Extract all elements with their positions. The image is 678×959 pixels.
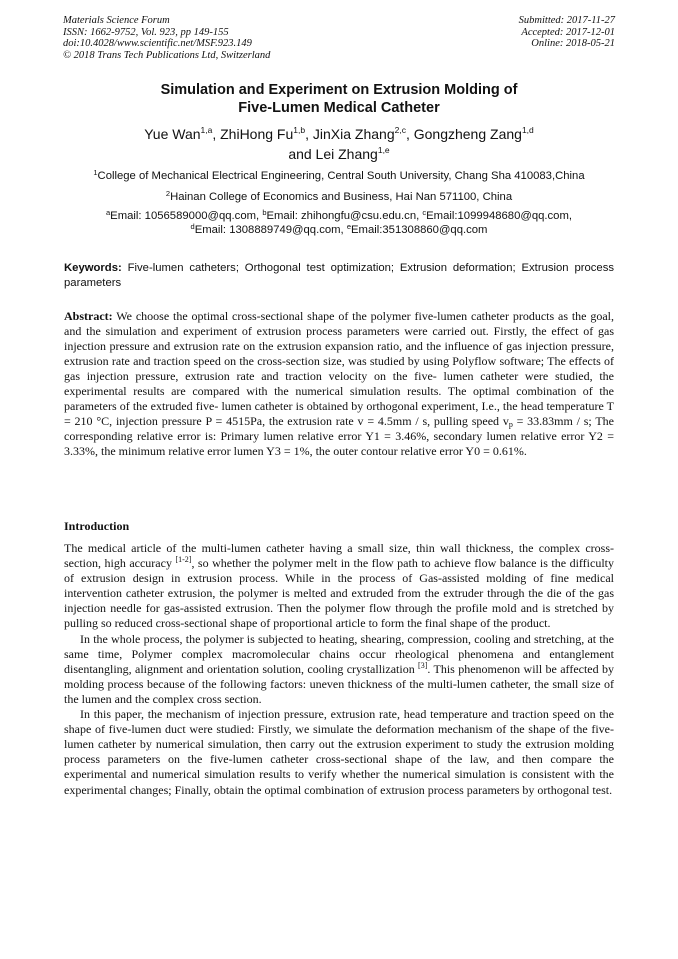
journal-doi[interactable]: doi:10.4028/www.scientific.net/MSF.923.149 [63,38,252,50]
email-mark: c [422,208,427,217]
intro-paragraph-1 [64,541,614,632]
journal-copyright: © 2018 Trans Tech Publications Ltd, Switzerland [63,49,271,61]
journal-name: Materials Science Forum [63,15,170,26]
intro-paragraph-2 [64,632,614,707]
email-link[interactable]: Email: 1056589000@qq.com, [110,210,263,222]
author-line-1 [0,124,678,144]
author-name: and Lei Zhang [288,146,378,162]
author-line-2 [0,144,678,164]
intro-paragraph-3: In this paper, the mechanism of injection pressure, extrusion rate, head temperature and traction speed on the shape of five-lumen duct were studied: Firstly, we simulate the deformation mechanism of the shape of the five-lumen catheter by numerical simulation, then carry out the extrusion experiment to study the extrusion molding process parameters on the five-lumen catheter cross-sectional shape of the law, and then compare the experimental and numerical simulation results to verify whether the numerical simulation is consistent with the experimental changes; Finally, obtain the optimal combination of extrusion process parameters by orthogonal test. [64,707,614,797]
email-mark: a [105,208,111,217]
abstract-text: We choose the optimal cross-sectional shape of the polymer five-lumen catheter products as the goal, and the simulation and experiment of extrusion process parameters were carried out. Firstly, the effect of gas injection pressure and extrusion rate on the extrusion expansion ratio, and the influence of gas injection pressure, extrusion rate and traction speed on the cross-section size, was studied by using Polyflow software; The effects of gas injection pressure, extrusion rate and traction velocity on the five- lumen catheter were studied, the experimental results are compared with the numerical simulation results. The optimal combination of the parameters of the extruded five- lumen catheter is obtained by orthogonal experiment, I.e., the head temperature T = 210 °C, injection pressure P = 4515Pa, the extrusion rate v = 4.5mm / s, pulling speed v [64,309,614,428]
email-mark: b [262,208,267,217]
author-affil-mark: 1,d [521,125,534,135]
affiliation-mark: 1 [93,168,98,177]
journal-header [63,15,270,61]
author-affil-mark: 1,e [377,145,390,155]
author-name: JinXia Zhang [312,126,395,142]
author-affil-mark: 1,a [200,125,213,135]
paragraph-text: . This phenomenon will be affected by molding process because of the following factors: uneven thickness of the multi-lumen catheter, the small size of the lumen and the complex cross section. [64,661,614,706]
dates-header [519,15,615,50]
title-line-1: Simulation and Experiment on Extrusion Molding of [160,82,518,98]
paragraph-text: The medical article of the multi-lumen catheter having a small size, thin wall thickness, the complex cross-section, high accuracy [64,541,614,571]
affiliation-2 [0,190,678,204]
email-line-1 [0,209,678,223]
keywords [64,261,614,290]
author-name: ZhiHong Fu [220,126,294,142]
email-mark: e [346,222,352,231]
author-list [0,124,678,164]
journal-issn: ISSN: 1662-9752, Vol. 923, pp 149-155 [63,26,229,38]
author-name: Yue Wan [144,126,201,142]
affiliation-text: Hainan College of Economics and Business, Hai Nan 571100, China [170,191,513,203]
email-link[interactable]: Email:351308860@qq.com [351,224,488,236]
abstract-subscript: p [508,420,513,429]
paper-title [0,81,678,117]
citation-ref[interactable]: [3] [418,660,428,670]
keywords-label: Keywords: [64,262,122,274]
email-list [0,209,678,237]
email-link[interactable]: Email: 1308889749@qq.com, [194,224,347,236]
paragraph-text: In the whole process, the polymer is subjected to heating, shearing, compression, cooling and stretching, at the same time, Polymer complex macromolecular chains occur rheological phenomena and entanglement disentangling, alignment and orientation solution, cooling crystallization [64,631,614,676]
accepted-date: Accepted: 2017-12-01 [521,26,615,38]
keywords-text: Five-lumen catheters; Orthogonal test optimization; Extrusion deformation; Extrusion process parameters [64,262,614,289]
email-link[interactable]: Email:1099948680@qq.com, [426,210,573,222]
author-separator: , [212,126,221,142]
author-name: Gongzheng Zang [413,126,522,142]
online-date: Online: 2018-05-21 [531,38,615,50]
paragraph-text: , so whether the polymer melt in the flow path to achieve flow balance is the difficulty of extrusion design in extrusion process. While in the process of Gas-assisted molding of fine medical intervention catheter extrusion, the polymer is melted and extruded from the extruder through the die of the gas injection needle for gas-assisted extrusion. Then the polymer flow through the profile mold and is stretched by pulling so reduced cross-sectional shape of proportional article to form the final shape of the product. [64,556,615,631]
email-link[interactable]: Email: zhihongfu@csu.edu.cn, [266,210,423,222]
affiliation-text: College of Mechanical Electrical Engineering, Central South University, Chang Sha 410083,China [97,170,585,182]
submitted-date: Submitted: 2017-11-27 [518,15,615,26]
abstract-label: Abstract: [64,309,113,323]
citation-ref[interactable]: [1-2] [175,555,192,565]
email-mark: d [190,222,195,231]
email-line-2 [0,223,678,237]
title-line-2: Five-Lumen Medical Catheter [238,100,440,116]
author-affil-mark: 2,c [394,125,406,135]
abstract-text: = 33.83mm / s; The corresponding relative error is: Primary lumen relative error Y1 = 3.46%, secondary lumen relative error Y2 = 3.33%, the minimum relative error lumen Y3 = 1%, the outer contour relative error Y0 = 0.61%. [64,414,614,458]
introduction-body [64,541,614,798]
affiliation-1 [0,169,678,183]
introduction-heading: Introduction [64,519,130,533]
author-separator: , [305,126,313,142]
abstract [64,309,614,459]
affiliation-mark: 2 [165,189,171,198]
author-separator: , [405,126,414,142]
author-affil-mark: 1,b [293,125,306,135]
